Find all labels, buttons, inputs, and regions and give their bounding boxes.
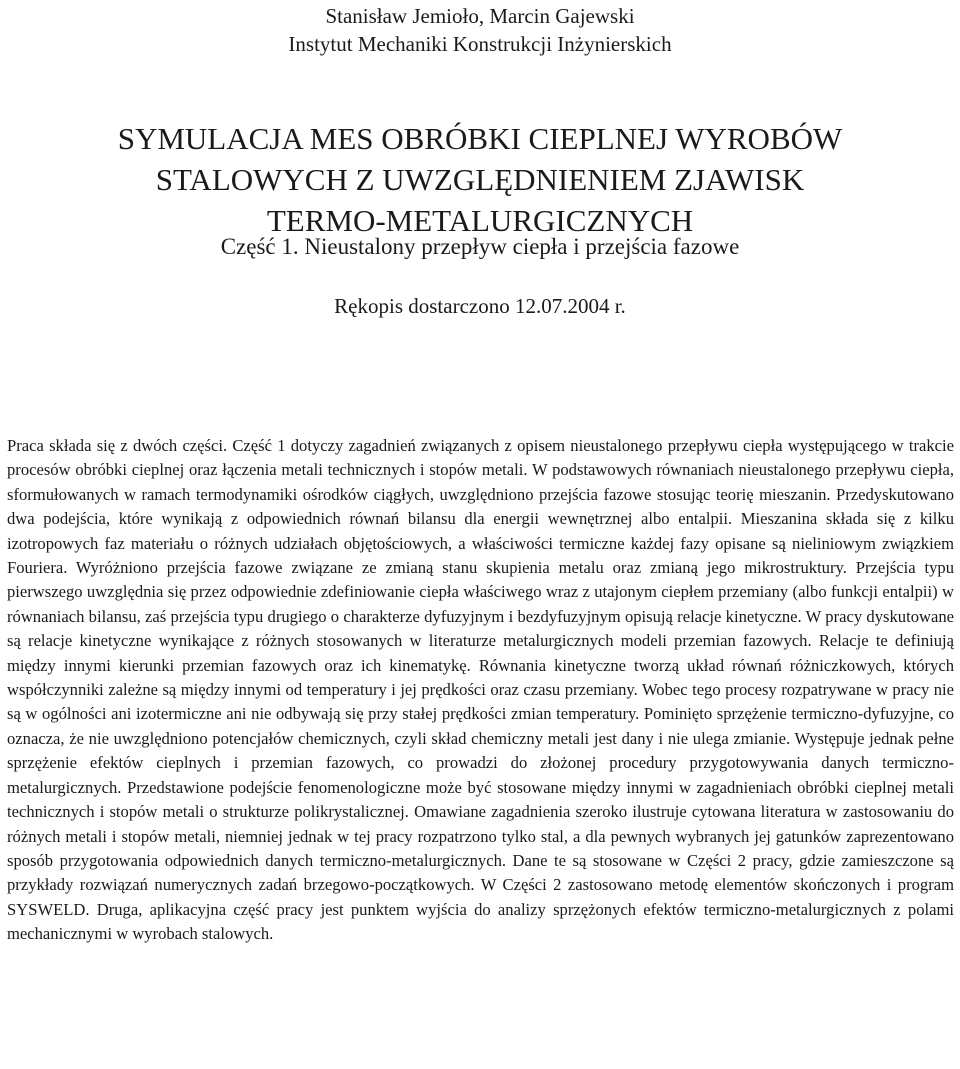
affiliation: Instytut Mechaniki Konstrukcji Inżynierskich (288, 32, 672, 56)
abstract-paragraph: Praca składa się z dwóch części. Część 1 dotyczy zagadnień związanych z opisem nieustalonego przepływu ciepła występującego w trakcie procesów obróbki cieplnej oraz łączenia metali technicznych i stopów metali. W podstawowych równaniach nieustalonego przepływu ciepła, sformułowanych w ramach termodynamiki ośrodków ciągłych, uwzględniono przejścia fazowe stosując teorię mieszanin. Przedyskutowano dwa podejścia, które wynikają z odpowiednich równań bilansu dla energii wewnętrznej albo entalpii. Mieszanina składa się z kilku izotropowych faz materiału o różnych udziałach objętościowych, a właściwości termiczne każdej fazy opisane są nieliniowym związkiem Fouriera. Wyróżniono przejścia fazowe związane ze zmianą stanu skupienia metalu oraz zmianą jego mikrostruktury. Przejścia typu pierwszego uwzględnia się przez odpowiednie zdefiniowanie ciepła właściwego wraz z utajonym ciepłem przemiany (albo funkcji entalpii) w równaniach bilansu, zaś przejścia typu drugiego o charakterze dyfuzyjnym i bezdyfuzyjnym opisują relacje kinetyczne. W pracy dyskutowane są relacje kinetyczne wynikające z różnych stosowanych w literaturze metalurgicznych modeli przemian fazowych. Relacje te definiują między innymi kierunki przemian fazowych oraz ich kinematykę. Równania kinetyczne tworzą układ równań różniczkowych, których współczynniki zależne są między innymi od temperatury i jej prędkości oraz czasu przemiany. Wobec tego procesy rozpatrywane w pracy nie są w ogólności ani izotermiczne ani nie odbywają się przy stałej prędkości zmian temperatury. Pominięto sprzężenie termiczno-dyfuzyjne, co oznacza, że nie uwzględniono potencjałów chemicznych, czyli skład chemiczny metali jest dany i nie ulega zmianie. Występuje jednak pełne sprzężenie efektów cieplnych i przemian fazowych, co prowadzi do złożonej procedury przygotowywania danych termiczno-metalurgicznych. Przedstawione podejście fenomenologiczne może być stosowane między innymi w zagadnieniach obróbki cieplnej metali technicznych i stopów metali o strukturze polikrystalicznej. Omawiane zagadnienia szeroko ilustruje cytowana literatura w zastosowaniu do różnych metali i stopów metali, niemniej jednak w tej pracy rozpatrzono tylko stal, a dla pewnych wybranych jej gatunków zaprezentowano sposób przygotowania odpowiednich danych termiczno-metalurgicznych. Dane te są stosowane w Części 2 pracy, gdzie zamieszczone są przykłady rozwiązań numerycznych zadań brzegowo-początkowych. W Części 2 zastosowano metodę elementów skończonych i program SYSWELD. Druga, aplikacyjna część pracy jest punktem wyjścia do analizy sprzężonych efektów termiczno-metalurgicznych z polami mechanicznymi w wyrobach stalowych. (7, 436, 954, 944)
received-date: Rękopis dostarczono 12.07.2004 r. (334, 294, 626, 318)
title-line-2: STALOWYCH Z UWZGLĘDNIENIEM ZJAWISK (155, 162, 805, 197)
author-block (0, 2, 960, 58)
title-line-3: TERMO-METALURGICZNYCH (266, 203, 694, 238)
author-names: Stanisław Jemioło, Marcin Gajewski (325, 4, 635, 28)
paper-title (0, 118, 960, 241)
title-line-1: SYMULACJA MES OBRÓBKI CIEPLNEJ WYROBÓW (117, 121, 843, 156)
paper-subtitle: Część 1. Nieustalony przepływ ciepła i przejścia fazowe (220, 234, 740, 259)
